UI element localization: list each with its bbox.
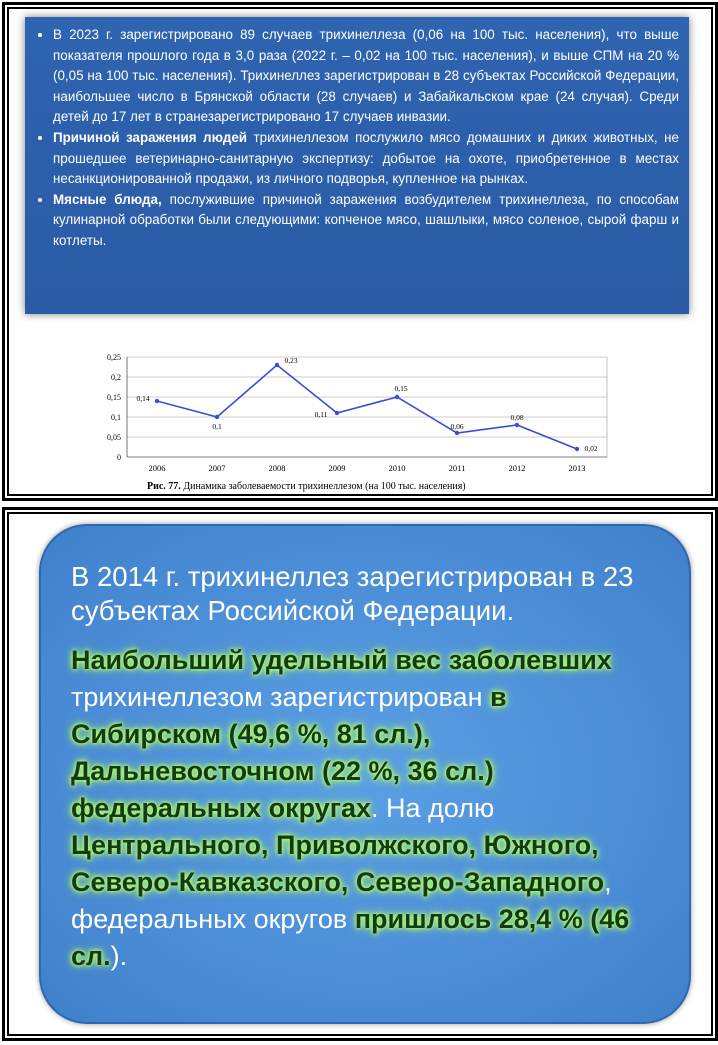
plain-text: , федеральных округов: [71, 867, 612, 934]
data-point: [155, 399, 159, 403]
bullet-bold: Мясные блюда,: [53, 191, 162, 207]
chart-axes: [127, 357, 607, 457]
regions-count-text: В 2014 г. трихинеллез зарегистрирован в 23 субъектах Российской Федерации.: [71, 561, 634, 626]
top-slide-frame: [2, 2, 718, 501]
bullet-bold: Причиной заражения людей: [53, 129, 248, 145]
highlight-remaining-share: пришлось 28,4 % (46 сл.: [71, 904, 630, 971]
x-tick-label: 2010: [388, 463, 406, 473]
data-label: 0,1: [212, 422, 222, 431]
data-point: [335, 411, 339, 415]
x-tick-label: 2006: [148, 463, 166, 473]
y-tick-label: 0,15: [107, 393, 121, 402]
highlight-other-districts: Центрального, Приволжского, Южного, Северо-Кавказского, Северо-Западного: [71, 830, 605, 897]
data-label: 0,11: [314, 410, 328, 419]
highlight-siberian-fareastern: в Сибирском (49,6 %, 81 сл.), Дальневосточном (22 %, 36 сл.) федеральных округах: [71, 682, 507, 823]
data-label: 0,06: [450, 422, 464, 431]
data-label: 0,15: [394, 384, 408, 393]
y-tick-label: 0,2: [111, 373, 121, 382]
bullet-infection-cause: [53, 128, 679, 190]
plain-text: . На долю: [371, 793, 495, 823]
y-tick-label: 0,1: [111, 413, 121, 422]
data-label: 0,14: [136, 394, 150, 403]
chart-points: [155, 363, 579, 451]
chart-y-ticks: [107, 353, 121, 462]
bottom-slide-frame: [2, 507, 718, 1041]
regions-info-panel: [39, 524, 691, 1024]
data-point: [275, 363, 279, 367]
y-tick-label: 0,05: [107, 433, 121, 442]
x-tick-label: 2013: [568, 463, 586, 473]
data-label: 0,08: [510, 413, 524, 422]
data-point: [395, 395, 399, 399]
x-tick-label: 2011: [448, 463, 466, 473]
chart-caption: [147, 481, 466, 492]
x-tick-label: 2012: [508, 463, 526, 473]
statistics-bullet-list: [35, 25, 679, 252]
incidence-line-chart: [85, 345, 625, 495]
data-point: [515, 423, 519, 427]
statistics-text-box: [25, 17, 689, 314]
data-point: [455, 431, 459, 435]
chart-grid: [127, 357, 607, 437]
caption-figure-number: Рис. 77.: [147, 481, 181, 492]
bullet-cases-2023: [53, 25, 679, 128]
highlight-share: Наибольший удельный вес заболевших: [71, 645, 612, 675]
bullet-text: послужившие причиной заражения возбудителем трихинеллеза, по способам кулинарной обработки были следующими: копченое мясо, шашлыки, мясо соленое, сырой фарш и котлеты.: [53, 191, 679, 248]
data-point: [215, 415, 219, 419]
data-label: 0,02: [584, 444, 598, 453]
federal-districts-text: [71, 642, 661, 975]
x-tick-label: 2008: [268, 463, 286, 473]
chart-series-line: [157, 365, 577, 449]
data-point: [575, 447, 579, 451]
caption-text: Динамика заболеваемости трихинеллезом (на 100 тыс. населения): [180, 481, 466, 492]
bullet-text: трихинеллезом послужило мясо домашних и диких животных, не прошедшее ветеринарно-санитарную экспертизу: добытое на охоте, приобретенное в местах несанкционированной продажи, из личного подворья, купленное на рынках.: [53, 129, 679, 187]
bullet-text: В 2023 г. зарегистрировано 89 случаев трихинеллеза (0,06 на 100 тыс. населения), что выше показателя прошлого года в 3,0 раза (2022 г. – 0,02 на 100 тыс. населения), и выше СПМ на 20 % (0,05 на 100 тыс. населения). Трихинеллез зарегистрирован в 28 субъектах Российской Федерации, наибольшее число в Брянской области (28 случаев) и Забайкальском крае (24 случая). Среди детей до 17 лет в странезарегистрировано 17 случаев инвазии.: [53, 27, 679, 125]
chart-x-ticks: [149, 463, 586, 473]
x-tick-label: 2007: [208, 463, 226, 473]
y-tick-label: 0,25: [107, 353, 121, 362]
plain-text: трихинеллезом зарегистрирован: [71, 682, 490, 712]
x-tick-label: 2009: [328, 463, 346, 473]
y-tick-label: 0: [117, 453, 121, 462]
bullet-meat-dishes: [53, 190, 679, 252]
plain-text: ).: [110, 941, 128, 971]
data-label: 0,23: [284, 356, 298, 365]
